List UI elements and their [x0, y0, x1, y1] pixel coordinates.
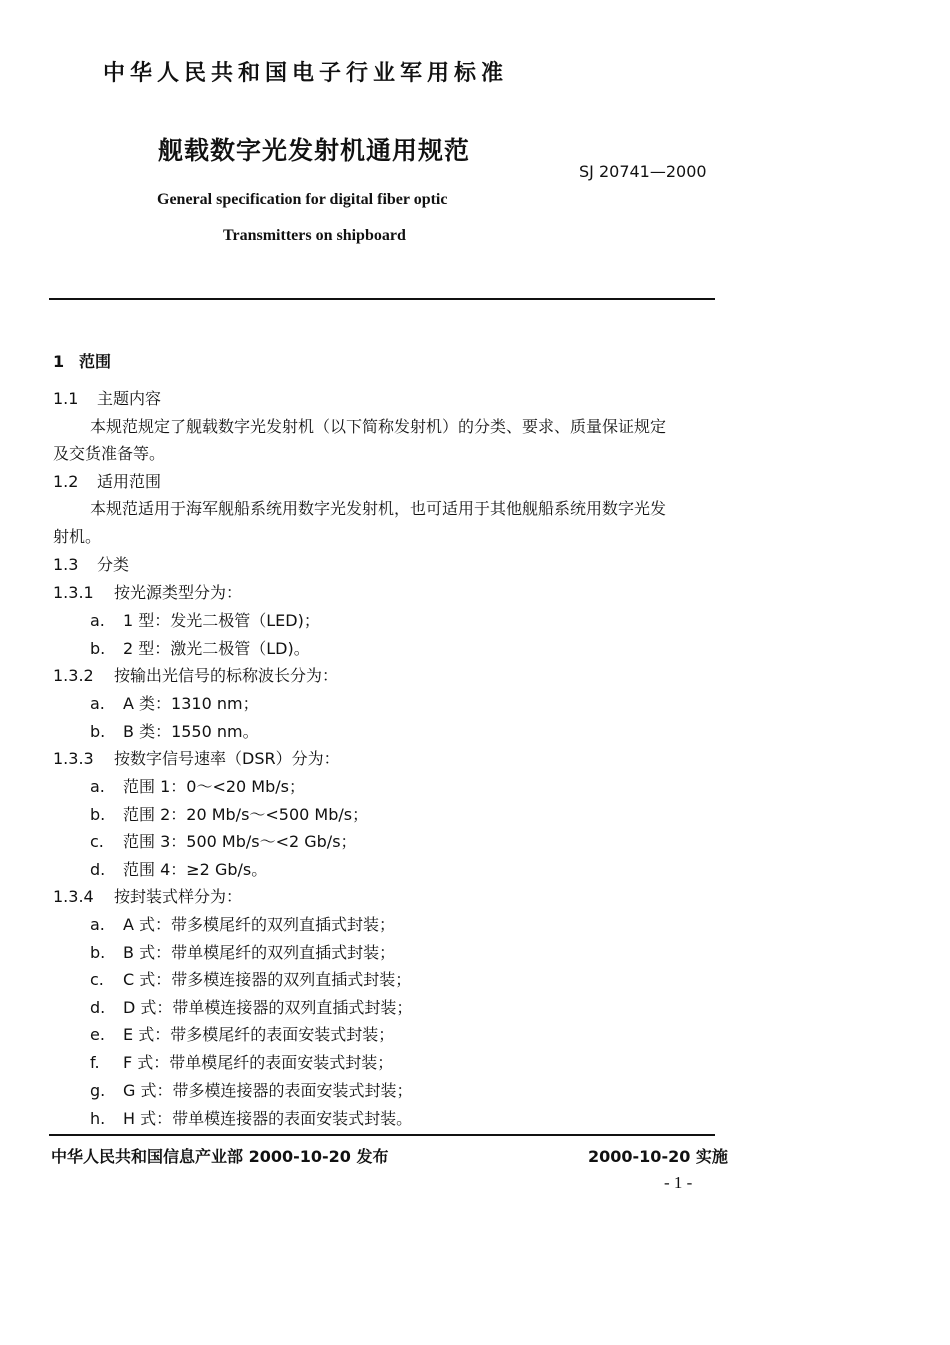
section-title: 主题内容: [97, 389, 162, 408]
section-number: 1.3.4: [53, 887, 94, 906]
list-item-text: A 类：1310 nm；: [123, 694, 259, 713]
list-item-label: a.: [90, 611, 105, 630]
list-item: [90, 967, 411, 990]
list-item-text: H 式：带单模连接器的表面安装式封装。: [123, 1109, 413, 1128]
document-title-english-line1: General specification for digital fiber optic: [157, 191, 448, 208]
list-item-text: 范围 4：≥2 Gb/s。: [123, 860, 268, 879]
section-number: 1.3.1: [53, 583, 94, 602]
section-title: 按光源类型分为：: [114, 583, 243, 602]
list-item: [90, 857, 267, 880]
section-title: 分类: [97, 555, 130, 574]
standard-number: SJ 20741—2000: [579, 162, 707, 181]
page-number: - 1 -: [664, 1173, 693, 1192]
section-number: 1.3.3: [53, 749, 94, 768]
list-item: [90, 829, 357, 852]
list-item-label: a.: [90, 777, 105, 796]
section-number: 1.3: [53, 555, 79, 574]
section-1-1-heading: [53, 386, 161, 409]
list-item-label: h.: [90, 1109, 106, 1128]
list-item: [90, 636, 310, 659]
list-item-label: c.: [90, 970, 104, 989]
list-item-label: d.: [90, 998, 106, 1017]
list-item: [90, 912, 395, 935]
section-number: 1.3.2: [53, 666, 94, 685]
list-item-label: g.: [90, 1081, 106, 1100]
section-1-2-heading: [53, 469, 161, 492]
section-1-3-4-heading: [53, 884, 242, 907]
list-item: [90, 691, 259, 714]
standard-header: 中华人民共和国电子行业军用标准: [103, 61, 509, 86]
footer-divider: [49, 1134, 715, 1136]
list-item-text: 范围 2：20 Mb/s～<500 Mb/s；: [123, 805, 369, 824]
section-1-3-heading: [53, 552, 129, 575]
document-title-english-line2: Transmitters on shipboard: [223, 227, 406, 244]
implementation-date-statement: 2000-10-20 实施: [588, 1147, 728, 1166]
section-title: 范围: [79, 352, 112, 371]
list-item: [90, 1050, 393, 1073]
paragraph-1-1-line1: 本规范规定了舰载数字光发射机（以下简称发射机）的分类、要求、质量保证规定: [90, 417, 667, 436]
list-item: [90, 774, 305, 797]
section-title: 适用范围: [97, 472, 162, 491]
section-1-3-3-heading: [53, 746, 340, 769]
section-title: 按封装式样分为：: [114, 887, 243, 906]
list-item-text: D 式：带单模连接器的双列直插式封装；: [123, 998, 413, 1017]
list-item-text: 范围 3：500 Mb/s～<2 Gb/s；: [123, 832, 357, 851]
paragraph-1-2-line1: 本规范适用于海军舰船系统用数字光发射机，也可适用于其他舰船系统用数字光发: [90, 499, 667, 518]
list-item-label: c.: [90, 832, 104, 851]
list-item-text: E 式：带多模尾纤的表面安装式封装；: [123, 1025, 395, 1044]
list-item-text: C 式：带多模连接器的双列直插式封装；: [123, 970, 412, 989]
issue-date-statement: 中华人民共和国信息产业部 2000-10-20 发布: [51, 1147, 389, 1166]
list-item: [90, 802, 368, 825]
section-title: 按数字信号速率（DSR）分为：: [114, 749, 340, 768]
list-item-label: a.: [90, 915, 105, 934]
section-number: 1.2: [53, 472, 79, 491]
section-title: 按输出光信号的标称波长分为：: [114, 666, 339, 685]
list-item: [90, 1078, 413, 1101]
section-1-3-1-heading: [53, 580, 242, 603]
section-number: 1: [53, 352, 65, 371]
list-item: [90, 719, 259, 742]
list-item-label: a.: [90, 694, 105, 713]
title-divider: [49, 298, 715, 300]
list-item-label: d.: [90, 860, 106, 879]
list-item-label: f.: [90, 1053, 100, 1072]
list-item: [90, 940, 395, 963]
list-item-label: b.: [90, 943, 106, 962]
list-item-text: G 式：带多模连接器的表面安装式封装；: [123, 1081, 413, 1100]
list-item-text: 1 型：发光二极管（LED)；: [123, 611, 320, 630]
list-item: [90, 995, 412, 1018]
list-item-label: b.: [90, 639, 106, 658]
list-item-text: B 类：1550 nm。: [123, 722, 259, 741]
list-item: [90, 608, 320, 631]
section-number: 1.1: [53, 389, 79, 408]
list-item-label: b.: [90, 805, 106, 824]
paragraph-1-2-line2: 射机。: [53, 527, 102, 546]
list-item-text: B 式：带单模尾纤的双列直插式封装；: [123, 943, 396, 962]
list-item: [90, 1022, 394, 1045]
list-item: [90, 1106, 412, 1129]
list-item-text: F 式：带单模尾纤的表面安装式封装；: [123, 1053, 394, 1072]
list-item-text: A 式：带多模尾纤的双列直插式封装；: [123, 915, 396, 934]
paragraph-1-1-line2: 及交货准备等。: [53, 444, 166, 463]
list-item-text: 2 型：激光二极管（LD)。: [123, 639, 310, 658]
list-item-text: 范围 1：0～<20 Mb/s；: [123, 777, 305, 796]
section-1-3-2-heading: [53, 663, 338, 686]
section-1-heading: [53, 349, 111, 372]
document-title-chinese: 舰载数字光发射机通用规范: [158, 136, 471, 165]
list-item-label: e.: [90, 1025, 105, 1044]
list-item-label: b.: [90, 722, 106, 741]
